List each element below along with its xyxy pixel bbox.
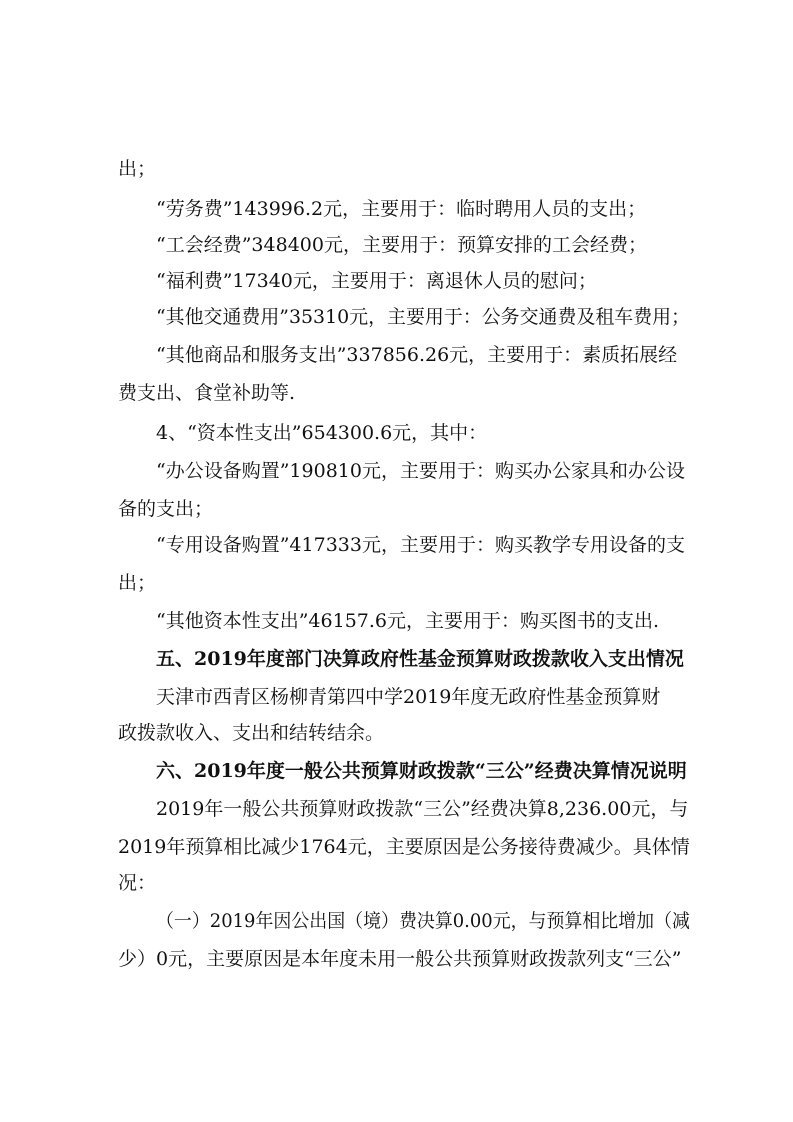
text-line: “其他资本性支出”46157.6元，主要用于：购买图书的支出. [156,610,660,632]
text-line: 出； [118,572,157,594]
section-heading: 五、2019年度部门决算政府性基金预算财政拨款收入支出情况 [156,648,684,670]
text-line: 少）0元，主要原因是本年度未用一般公共预算财政拨款列支“三公” [118,948,682,970]
text-line: 况： [118,872,157,894]
text-line: 费支出、食堂补助等. [118,382,296,404]
text-line: “办公设备购置”190810元，主要用于：购买办公家具和办公设 [156,460,685,482]
text-line: “其他商品和服务支出”337856.26元，主要用于：素质拓展经 [156,344,678,366]
text-line: 2019年一般公共预算财政拨款“三公”经费决算8,236.00元，与 [156,798,689,820]
text-line: “福利费”17340元，主要用于：离退休人员的慰问； [156,270,597,292]
text-line: “专用设备购置”417333元，主要用于：购买教学专用设备的支 [156,534,685,556]
text-line: 政拨款收入、支出和结转结余。 [118,722,385,744]
text-line: 天津市西青区杨柳青第四中学2019年度无政府性基金预算财 [156,686,661,708]
text-line: 备的支出； [118,498,214,520]
section-heading: 六、2019年度一般公共预算财政拨款“三公”经费决算情况说明 [156,760,687,782]
text-line: （一）2019年因公出国（境）费决算0.00元，与预算相比增加（减 [156,910,690,932]
text-line: 2019年预算相比减少1764元，主要原因是公务接待费减少。具体情 [118,836,690,858]
text-line: “其他交通费用”35310元，主要用于：公务交通费及租车费用； [156,306,690,328]
text-line: “劳务费”143996.2元，主要用于：临时聘用人员的支出； [156,198,647,220]
text-line: “工会经费”348400元，主要用于：预算安排的工会经费； [156,234,647,256]
text-line: 出； [118,158,157,180]
text-line: 4、“资本性支出”654300.6元，其中： [156,422,488,444]
